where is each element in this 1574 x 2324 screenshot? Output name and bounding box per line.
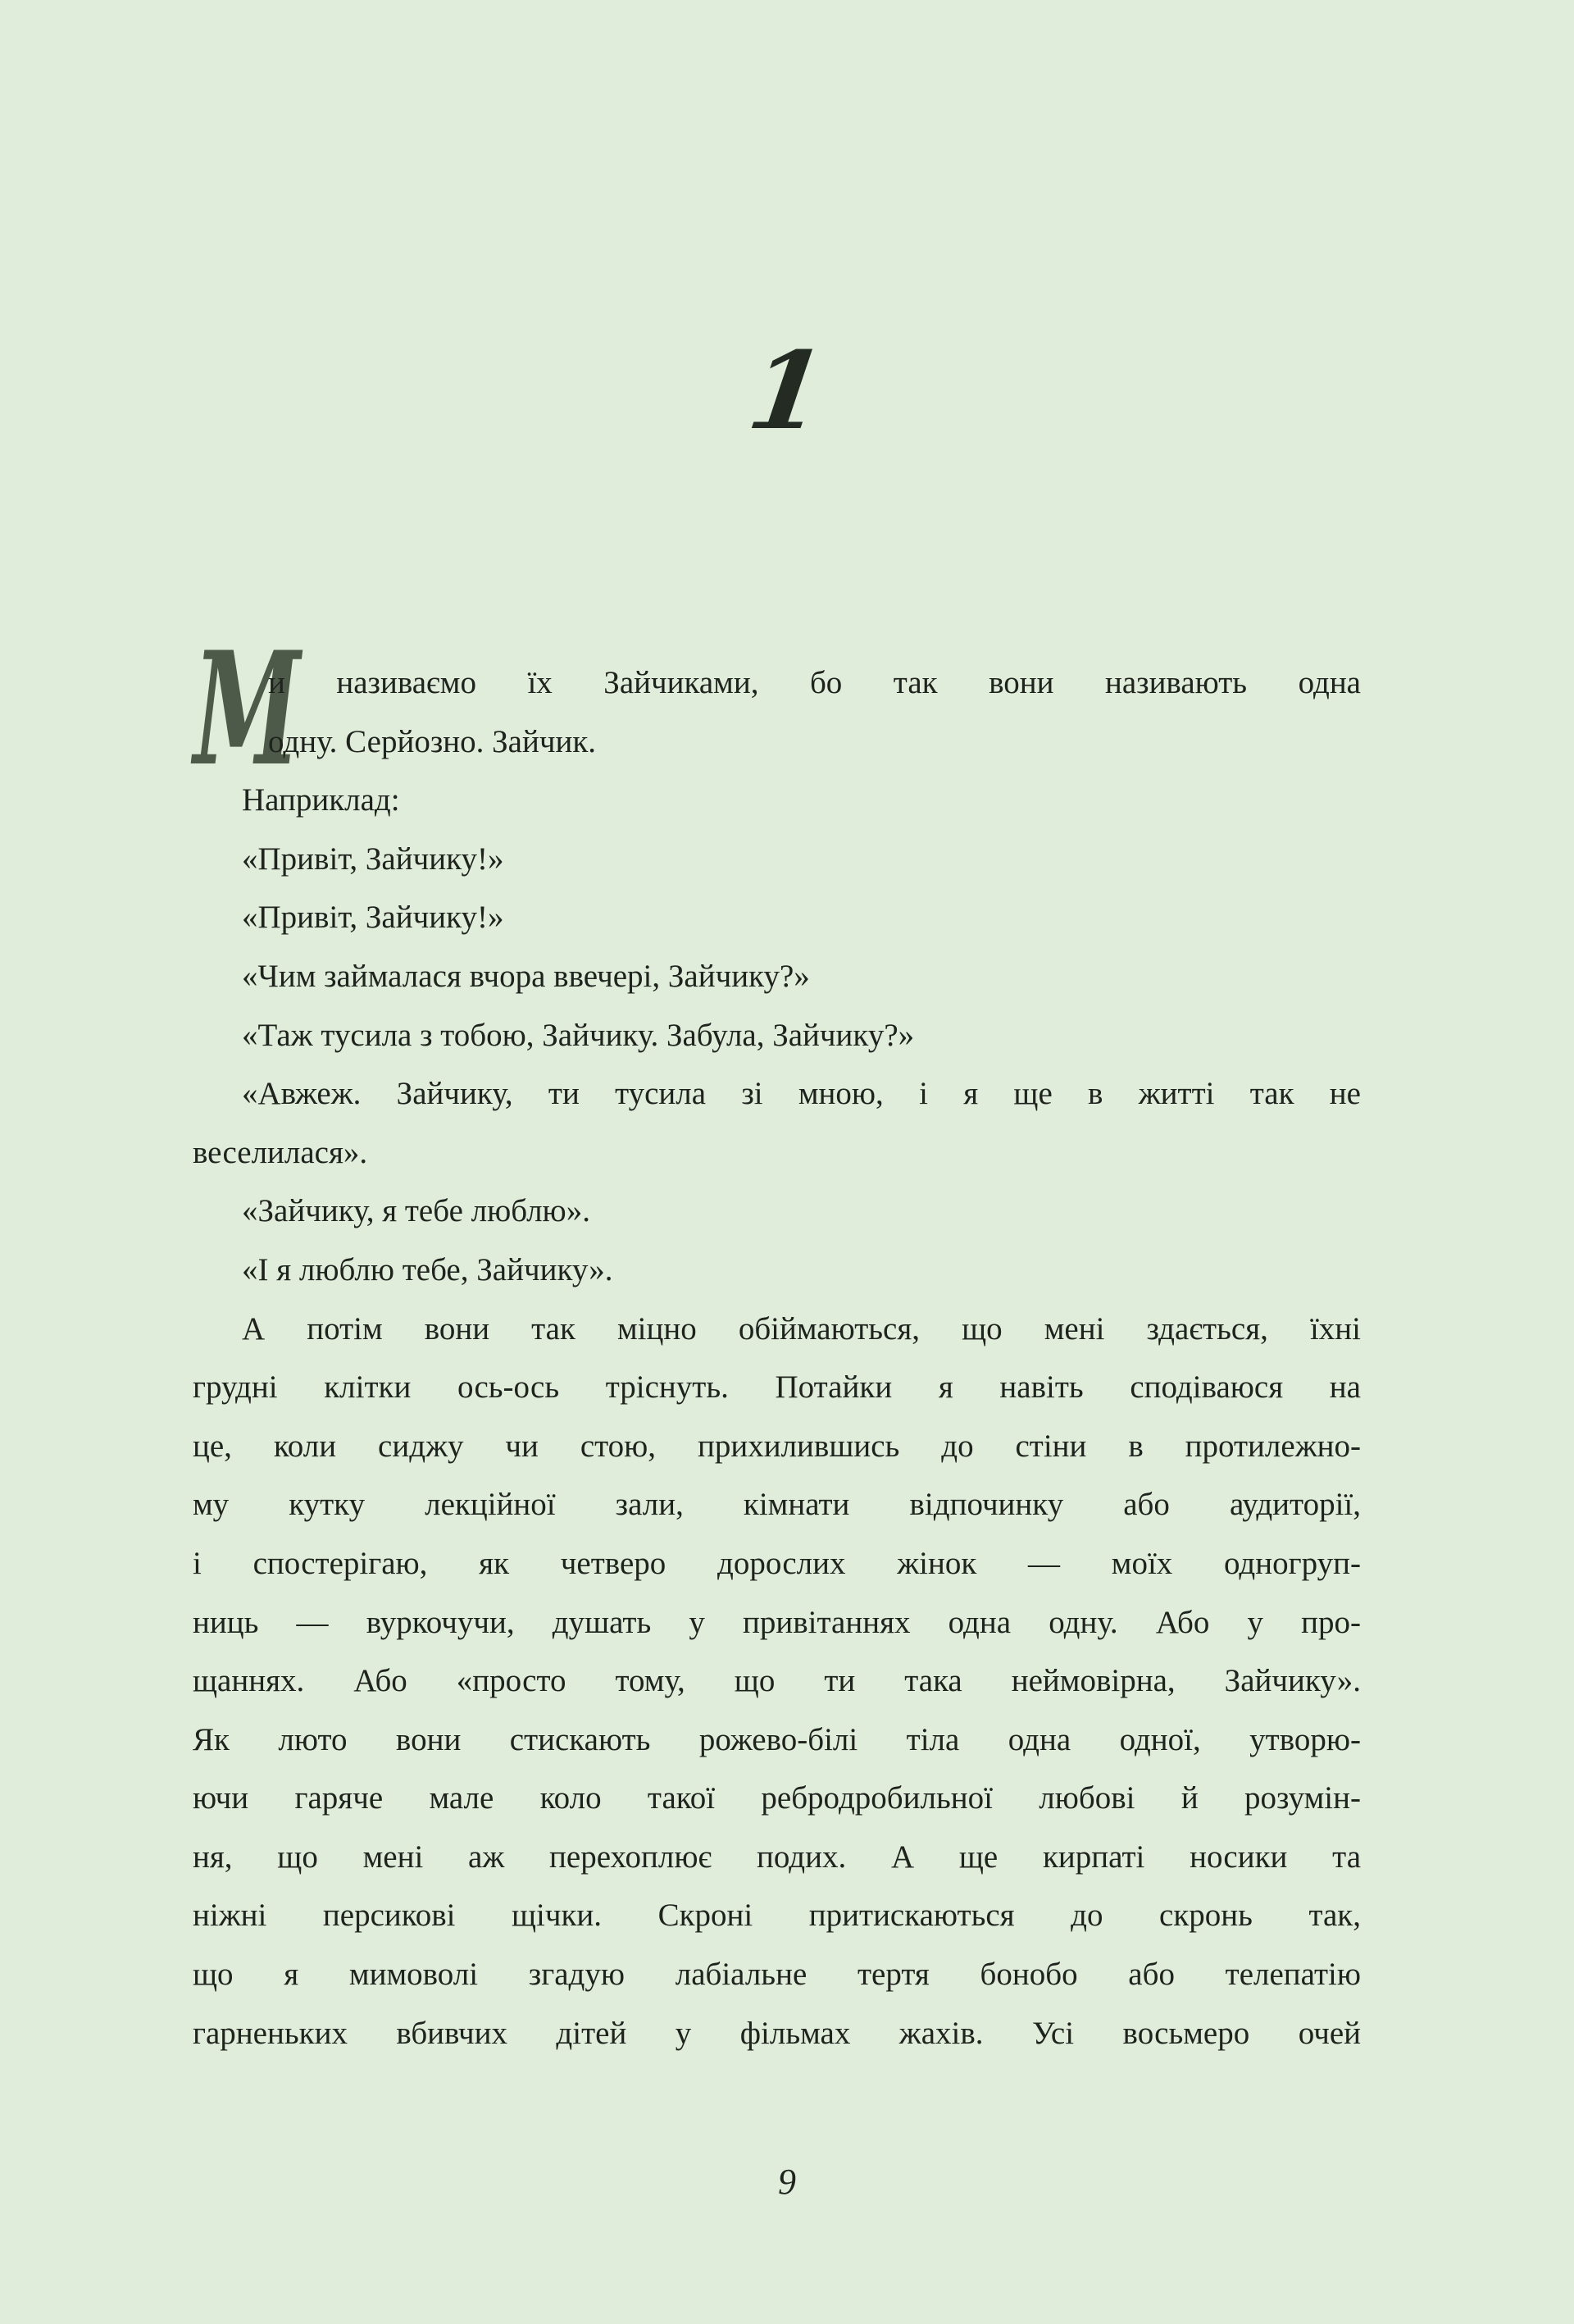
text-line: и називаємо їх Зайчиками, бо так вони називають одна (268, 665, 1361, 700)
text-line: «Авжеж. Зайчику, ти тусила зі мною, і я ще в житті так не (242, 1076, 1361, 1112)
text-line: А потім вони так міцно обіймаються, що мені здається, їхні (242, 1310, 1361, 1347)
text-line: ніжні персикові щічки. Скроні притискаються до скронь так, (193, 1898, 1361, 1934)
text-line: це, коли сиджу чи стою, прихилившись до стіни в протилежно- (193, 1428, 1361, 1464)
text-line: ниць — вуркочучи, душать у привітаннях одна одну. Або у про- (193, 1604, 1361, 1640)
text-line: що я мимоволі згадую лабіальне тертя бонобо або телепатію (193, 1957, 1361, 1993)
text-line: ня, що мені аж перехоплює подих. А ще кирпаті носики та (193, 1839, 1361, 1875)
chapter-number: 1 (741, 328, 833, 453)
text-line: грудні клітки ось-ось тріснуть. Потайки я навіть сподіваюся на (193, 1369, 1361, 1406)
text-line: «Чим займалася вчора ввечері, Зайчику?» (242, 958, 810, 994)
drop-cap: М (193, 617, 301, 800)
text-line: гарненьких вбивчих дітей у фільмах жахів. Усі восьмеро очей (193, 2015, 1361, 2051)
text-line: «Зайчику, я тебе люблю». (242, 1193, 590, 1229)
text-line: веселилася». (193, 1134, 368, 1170)
text-line: «Таж тусила з тобою, Зайчику. Забула, Зайчику?» (242, 1017, 915, 1053)
text-line: і спостерігаю, як четверо дорослих жінок — моїх одногруп- (193, 1545, 1361, 1581)
text-line: «Привіт, Зайчику!» (242, 900, 504, 936)
page-number: 9 (778, 2162, 796, 2202)
text-line: одну. Серйозно. Зайчик. (268, 723, 597, 759)
text-line: Як люто вони стискають рожево-білі тіла одна одної, утворю- (193, 1721, 1361, 1757)
text-line: щаннях. Або «просто тому, що ти така неймовірна, Зайчику». (193, 1663, 1361, 1699)
body-text (193, 654, 1361, 2062)
text-line: ючи гаряче мале коло такої ребродробильної любові й розумін- (193, 1780, 1361, 1816)
text-line: Наприклад: (242, 782, 400, 818)
text-line: «І я люблю тебе, Зайчику». (242, 1251, 613, 1287)
text-line: «Привіт, Зайчику!» (242, 841, 504, 877)
text-line: му кутку лекційної зали, кімнати відпочинку або аудиторії, (193, 1487, 1361, 1523)
